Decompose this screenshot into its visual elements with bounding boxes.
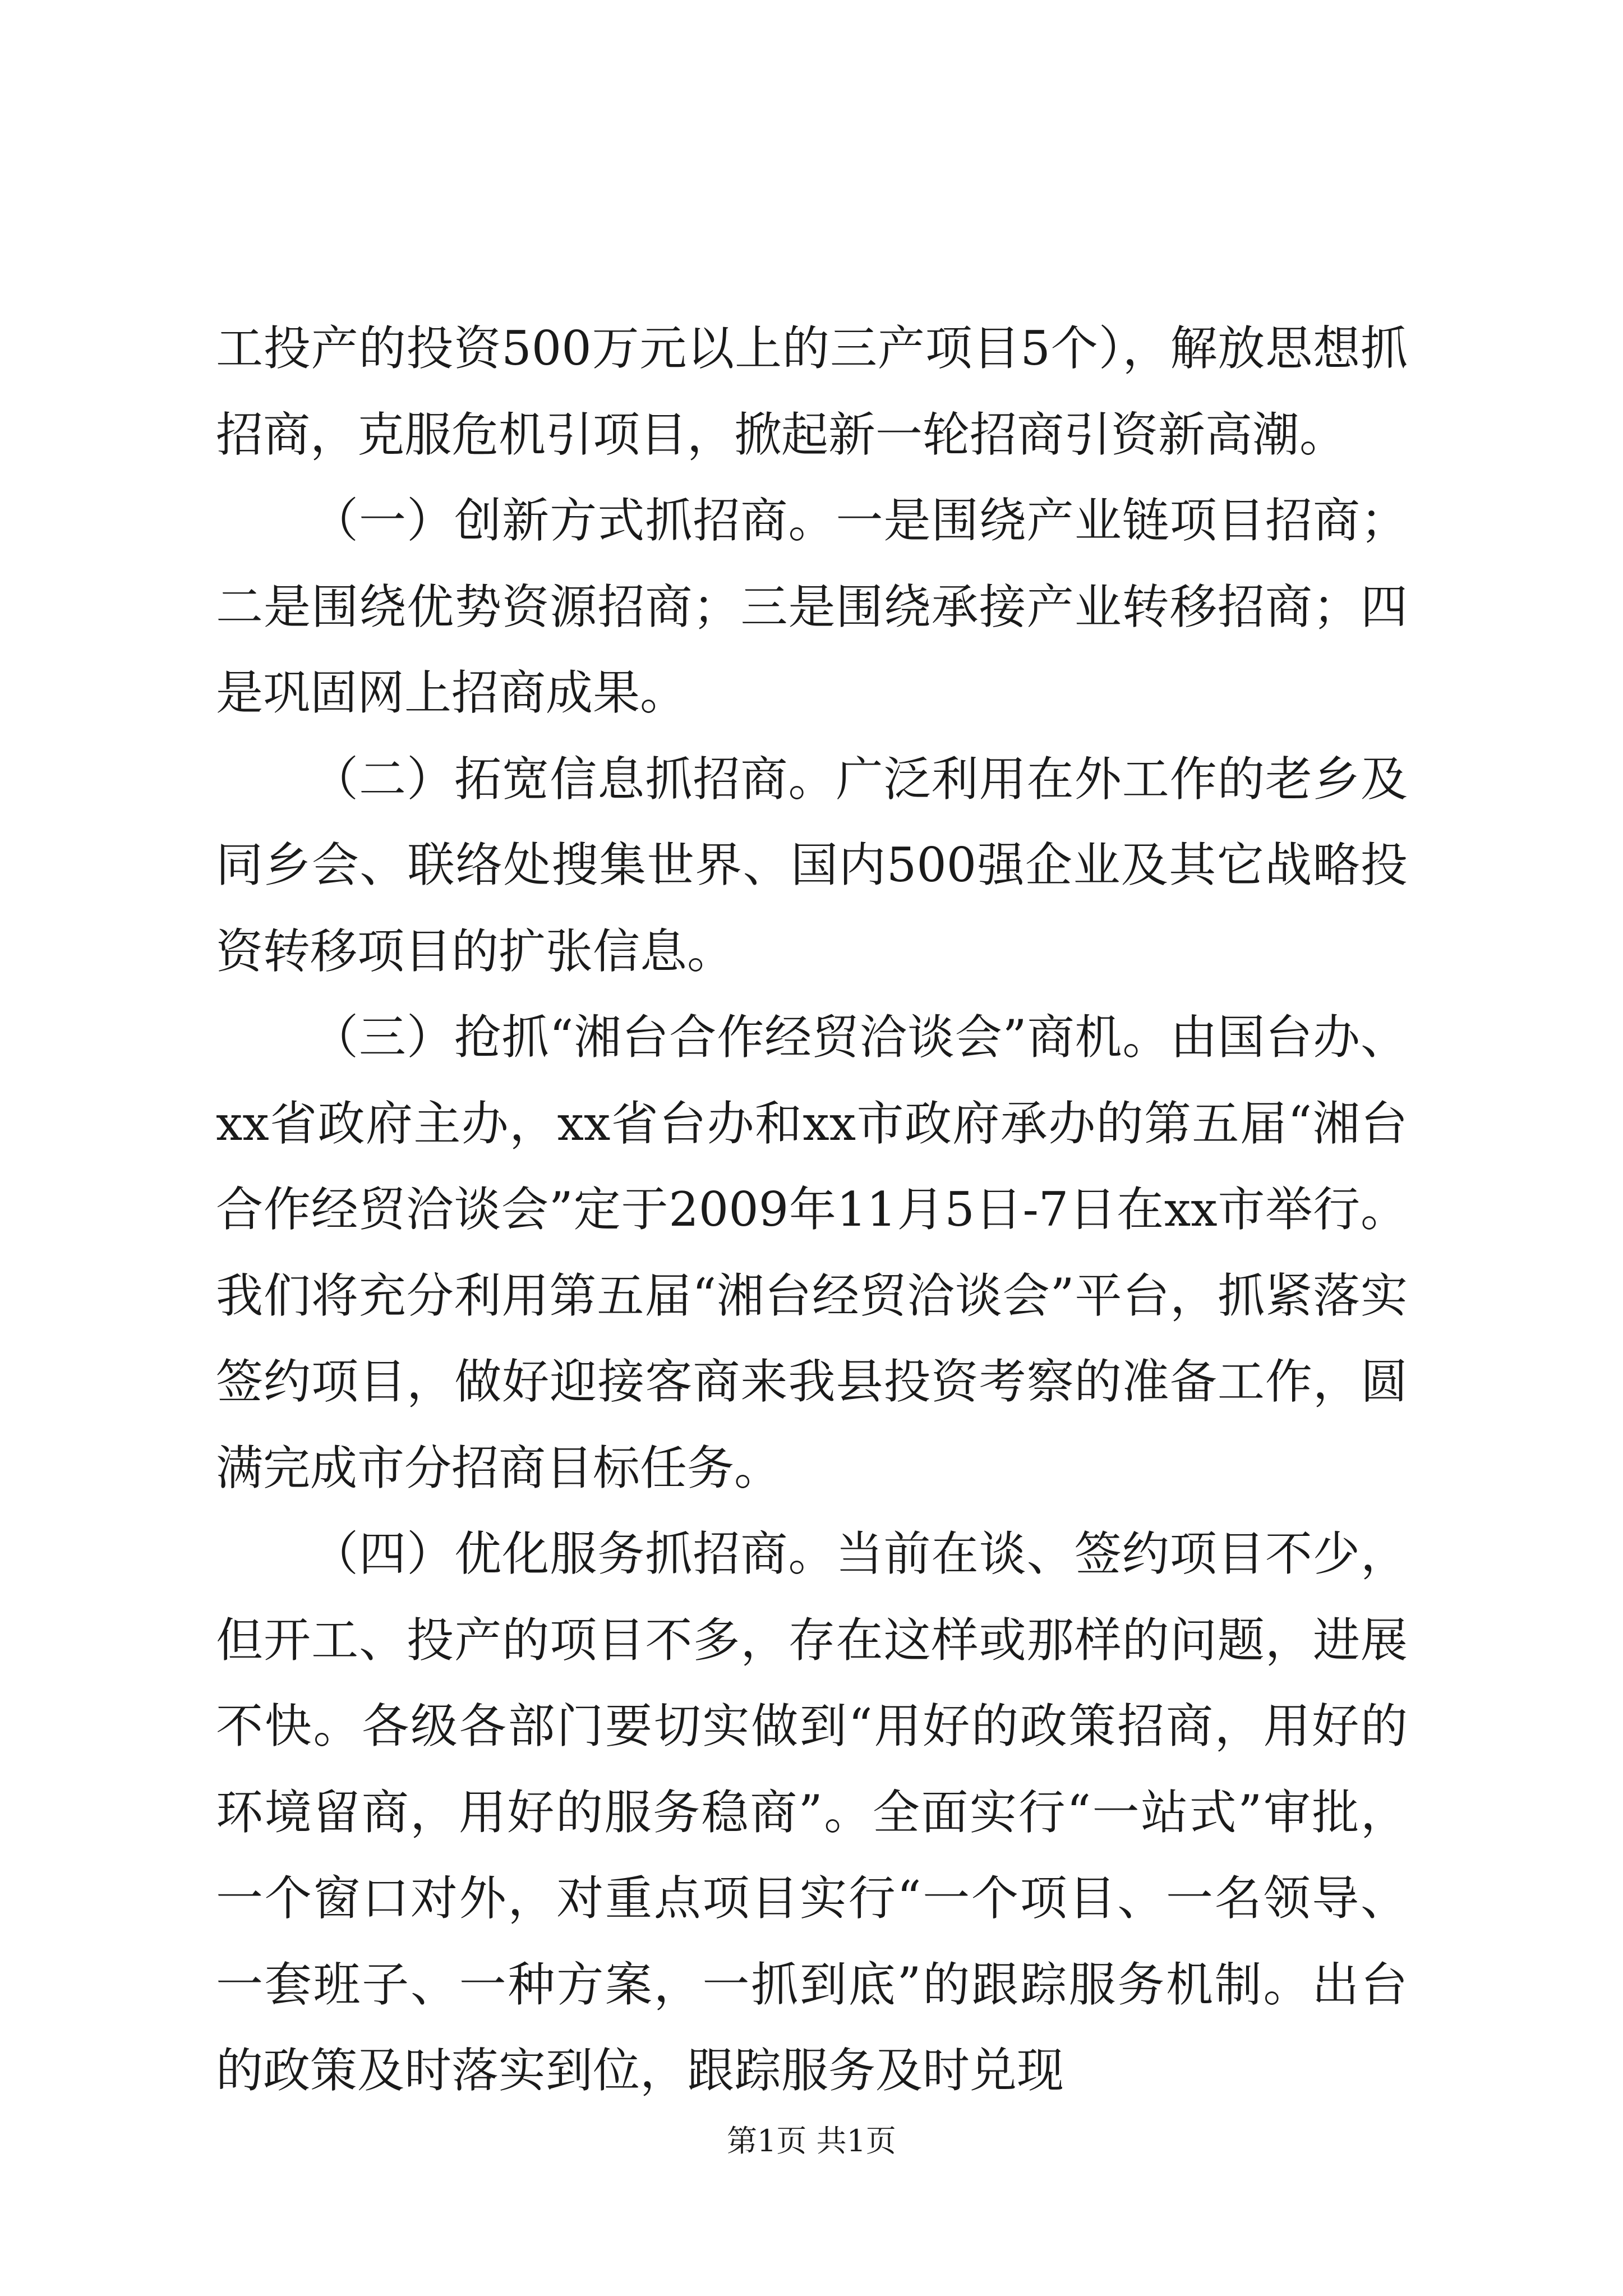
paragraph-trade-fair-opportunity: （三）抢抓“湘台合作经贸洽谈会”商机。由国台办、xx省政府主办，xx省台办和xx市政府承办的第五届“湘台合作经贸洽谈会”定于2009年11月5日-7日在xx市举行。我们将充分利用第五届“湘台经贸洽谈会”平台，抓紧落实签约项目，做好迎接客商来我县投资考察的准备工作，圆满完成市分招商目标任务。 (216, 1010, 1408, 1496)
document-body (216, 306, 1408, 2114)
paragraph-continuation: 工投产的投资500万元以上的三产项目5个），解放思想抓招商，克服危机引项目，掀起新一轮招商引资新高潮。 (216, 321, 1408, 462)
paragraph-optimize-service: （四）优化服务抓招商。当前在谈、签约项目不少，但开工、投产的项目不多，存在这样或那样的问题，进展不快。各级各部门要切实做到“用好的政策招商，用好的环境留商，用好的服务稳商”。全面实行“一站式”审批，一个窗口对外，对重点项目实行“一个项目、一名领导、一套班子、一种方案，一抓到底”的跟踪服务机制。出台的政策及时落实到位，跟踪服务及时兑现 (216, 1526, 1408, 2098)
paragraph-innovation-methods: （一）创新方式抓招商。一是围绕产业链项目招商；二是围绕优势资源招商；三是围绕承接产业转移招商；四是巩固网上招商成果。 (216, 493, 1408, 720)
paragraph-broaden-information: （二）拓宽信息抓招商。广泛利用在外工作的老乡及同乡会、联络处搜集世界、国内500强企业及其它战略投资转移项目的扩张信息。 (216, 751, 1408, 979)
page-footer: 第1页 共1页 (727, 2123, 896, 2159)
